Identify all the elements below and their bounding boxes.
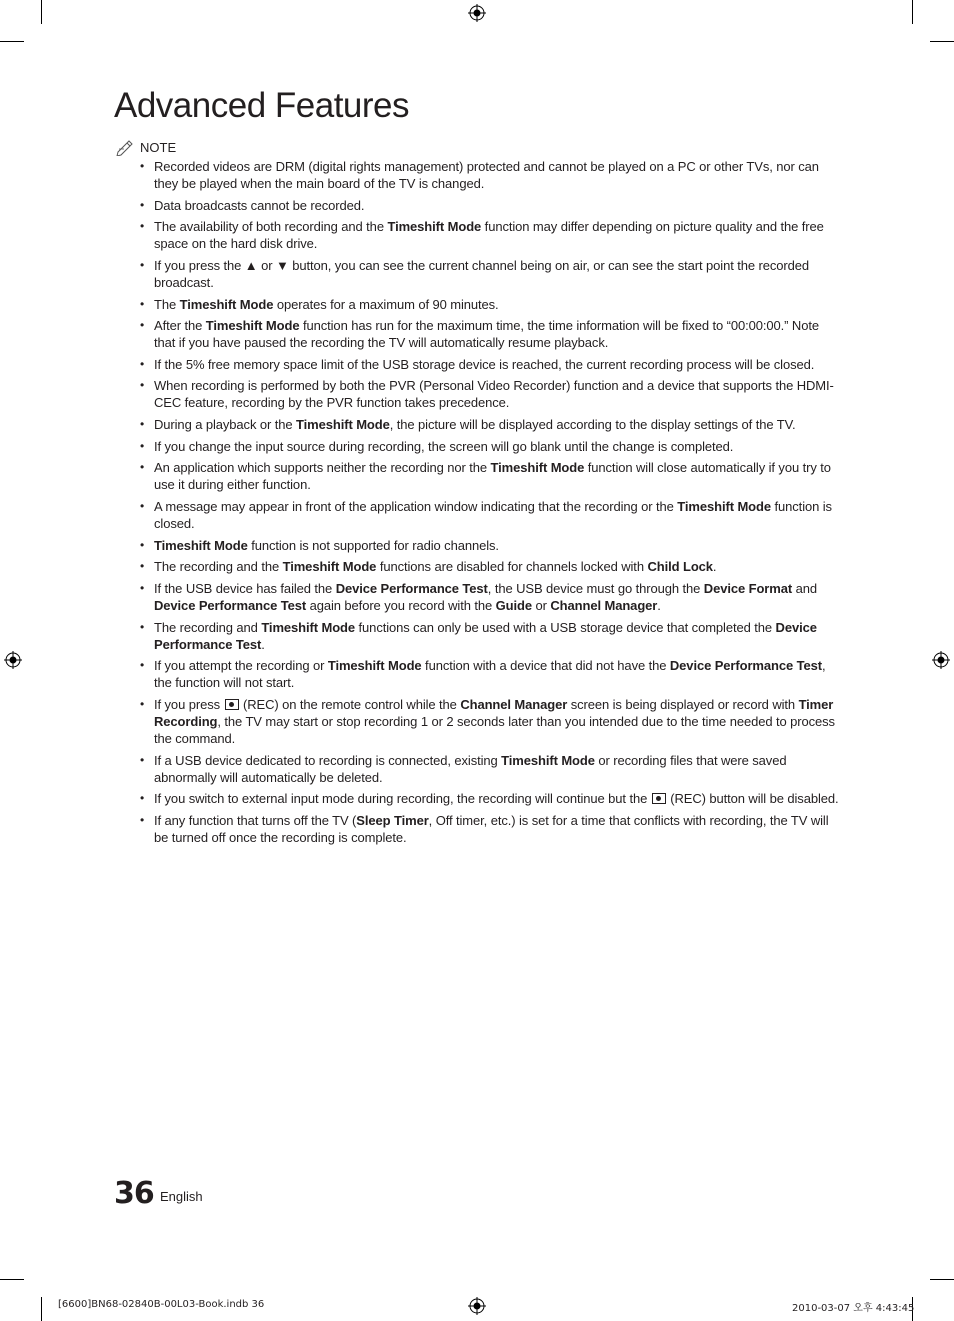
- note-text: .: [261, 636, 265, 652]
- page-number: 36: [114, 1176, 154, 1211]
- note-item: [140, 580, 840, 614]
- menu-term: Device Performance Test: [154, 597, 307, 613]
- menu-term: Timeshift Mode: [327, 658, 422, 674]
- note-text: or: [532, 597, 551, 613]
- crop-mark: [912, 0, 913, 24]
- menu-term: Timeshift Mode: [296, 417, 390, 433]
- note-text: function will close automatically if you try to use it during either function.: [154, 460, 831, 493]
- crop-mark: [930, 1279, 954, 1280]
- menu-term: Device Performance Test: [669, 658, 822, 674]
- note-item: [140, 158, 840, 192]
- menu-term: Timeshift Mode: [387, 219, 482, 235]
- menu-term: Timeshift Mode: [501, 752, 595, 768]
- note-text: functions can only be used with a USB storage device that completed the: [355, 619, 776, 635]
- note-text: function is not supported for radio channels.: [247, 537, 499, 553]
- rec-button-icon: [652, 793, 666, 804]
- note-text: The availability of both recording and the: [154, 219, 388, 235]
- note-text: .: [712, 559, 717, 575]
- crop-mark: [41, 0, 42, 24]
- note-text: .: [657, 597, 661, 613]
- note-text: If you change the input source during recording, the screen will go blank until the change is completed.: [154, 438, 734, 454]
- note-text: or recording files that were saved abnormally will automatically be deleted.: [154, 752, 787, 785]
- menu-term: Device Format: [703, 580, 793, 596]
- menu-term: Timeshift Mode: [490, 460, 585, 476]
- note-text: After the: [154, 318, 206, 334]
- menu-term: Timeshift Mode: [154, 537, 248, 553]
- crop-mark: [41, 1297, 42, 1321]
- note-item: [140, 218, 840, 252]
- note-text: (REC) on the remote control while the: [239, 696, 461, 712]
- note-item: [140, 197, 840, 214]
- note-text: If a USB device dedicated to recording is connected, existing: [154, 752, 502, 768]
- note-item: [140, 619, 840, 653]
- menu-term: Timeshift Mode: [205, 318, 300, 334]
- footer-file-info: [6600]BN68-02840B-00L03-Book.indb 36: [58, 1299, 265, 1310]
- note-item: [140, 459, 840, 493]
- note-item: [140, 537, 840, 554]
- footer-timestamp: 2010-03-07 오후 4:43:45: [792, 1303, 915, 1314]
- note-heading: [116, 137, 176, 157]
- note-item: [140, 696, 840, 747]
- note-text: If the USB device has failed the: [154, 580, 336, 596]
- note-text: An application which supports neither the recording nor the: [154, 460, 491, 476]
- note-item: [140, 257, 840, 291]
- menu-term: Device Performance Test: [335, 580, 488, 596]
- note-label: NOTE: [140, 139, 177, 155]
- note-text: If you press the ▲ or ▼ button, you can see the current channel being on air, or can see the start point the recorded broadcast.: [154, 257, 810, 290]
- note-text: , the TV may start or stop recording 1 or 2 seconds later than you intended due to the time needed to process the command.: [154, 713, 835, 746]
- registration-mark-icon: [4, 651, 22, 669]
- note-item: [140, 498, 840, 532]
- note-item: [140, 377, 840, 411]
- registration-mark-icon: [468, 1297, 486, 1315]
- note-item: [140, 657, 840, 691]
- menu-term: Timeshift Mode: [179, 296, 274, 312]
- note-text: and: [792, 580, 817, 596]
- menu-term: Channel Manager: [550, 597, 658, 613]
- notes-list: [140, 158, 840, 850]
- registration-mark-icon: [932, 651, 950, 669]
- menu-term: Timeshift Mode: [282, 559, 377, 575]
- note-text: If you attempt the recording or: [154, 658, 328, 674]
- note-text: If you switch to external input mode during recording, the recording will continue but the: [154, 791, 651, 807]
- note-text: , the function will not start.: [154, 658, 826, 691]
- note-text: functions are disabled for channels locked with: [376, 559, 648, 575]
- note-text: Recorded videos are DRM (digital rights management) protected and cannot be played on a PC or other TVs, nor can they be played when the main board of the TV is changed.: [154, 159, 819, 191]
- page-language: English: [160, 1189, 203, 1204]
- menu-term: Device Performance Test: [154, 619, 817, 652]
- note-item: [140, 812, 840, 846]
- note-text: When recording is performed by both the PVR (Personal Video Recorder) function and a device that supports the HDMI-CEC feature, recording by the PVR function takes precedence.: [154, 378, 834, 411]
- menu-term: Guide: [495, 597, 532, 613]
- menu-term: Channel Manager: [460, 696, 568, 712]
- note-text: , Off timer, etc.) is set for a time that conflicts with recording, the TV will be turned off once the recording is complete.: [154, 812, 829, 845]
- note-text: The recording and the: [154, 559, 283, 575]
- note-text: If any function that turns off the TV (: [154, 812, 357, 828]
- menu-term: Timeshift Mode: [261, 619, 356, 635]
- note-item: [140, 558, 840, 575]
- note-text: function is closed.: [154, 499, 832, 532]
- note-text: If you press: [154, 696, 224, 712]
- registration-mark-icon: [468, 4, 486, 22]
- crop-mark: [0, 1279, 24, 1280]
- rec-button-icon: [225, 699, 239, 710]
- menu-term: Timeshift Mode: [677, 499, 771, 515]
- note-text: , the USB device must go through the: [487, 580, 704, 596]
- note-text: , the picture will be displayed according to the display settings of the TV.: [389, 417, 796, 433]
- note-item: [140, 296, 840, 313]
- note-text: screen is being displayed or record with: [567, 696, 799, 712]
- page-title: Advanced Features: [114, 86, 410, 125]
- note-text: operates for a maximum of 90 minutes.: [273, 296, 499, 312]
- note-item: [140, 416, 840, 433]
- note-text: A message may appear in front of the application window indicating that the recording or the: [154, 499, 678, 515]
- note-text: During a playback or the: [154, 417, 297, 433]
- note-item: [140, 790, 840, 807]
- note-item: [140, 356, 840, 373]
- note-text: The recording and: [154, 619, 262, 635]
- menu-term: Timer Recording: [154, 696, 834, 729]
- crop-mark: [930, 41, 954, 42]
- note-item: [140, 438, 840, 455]
- note-text: The: [154, 296, 180, 312]
- note-text: function may differ depending on picture quality and the free space on the hard disk drive.: [154, 219, 824, 252]
- note-text: (REC) button will be disabled.: [666, 791, 839, 807]
- menu-term: Child Lock: [647, 559, 713, 575]
- note-text: again before you record with the: [306, 597, 496, 613]
- crop-mark: [0, 41, 24, 42]
- note-text: function with a device that did not have the: [421, 658, 670, 674]
- note-item: [140, 317, 840, 351]
- note-text: Data broadcasts cannot be recorded.: [154, 197, 365, 213]
- pencil-note-icon: [116, 138, 136, 156]
- note-text: If the 5% free memory space limit of the USB storage device is reached, the current recording process will be closed.: [154, 356, 815, 372]
- note-item: [140, 752, 840, 786]
- note-text: function has run for the maximum time, the time information will be fixed to “00:00:00.” Note that if you have paused the recording the TV will automatically resume playback.: [154, 318, 819, 351]
- menu-term: Sleep Timer: [356, 812, 429, 828]
